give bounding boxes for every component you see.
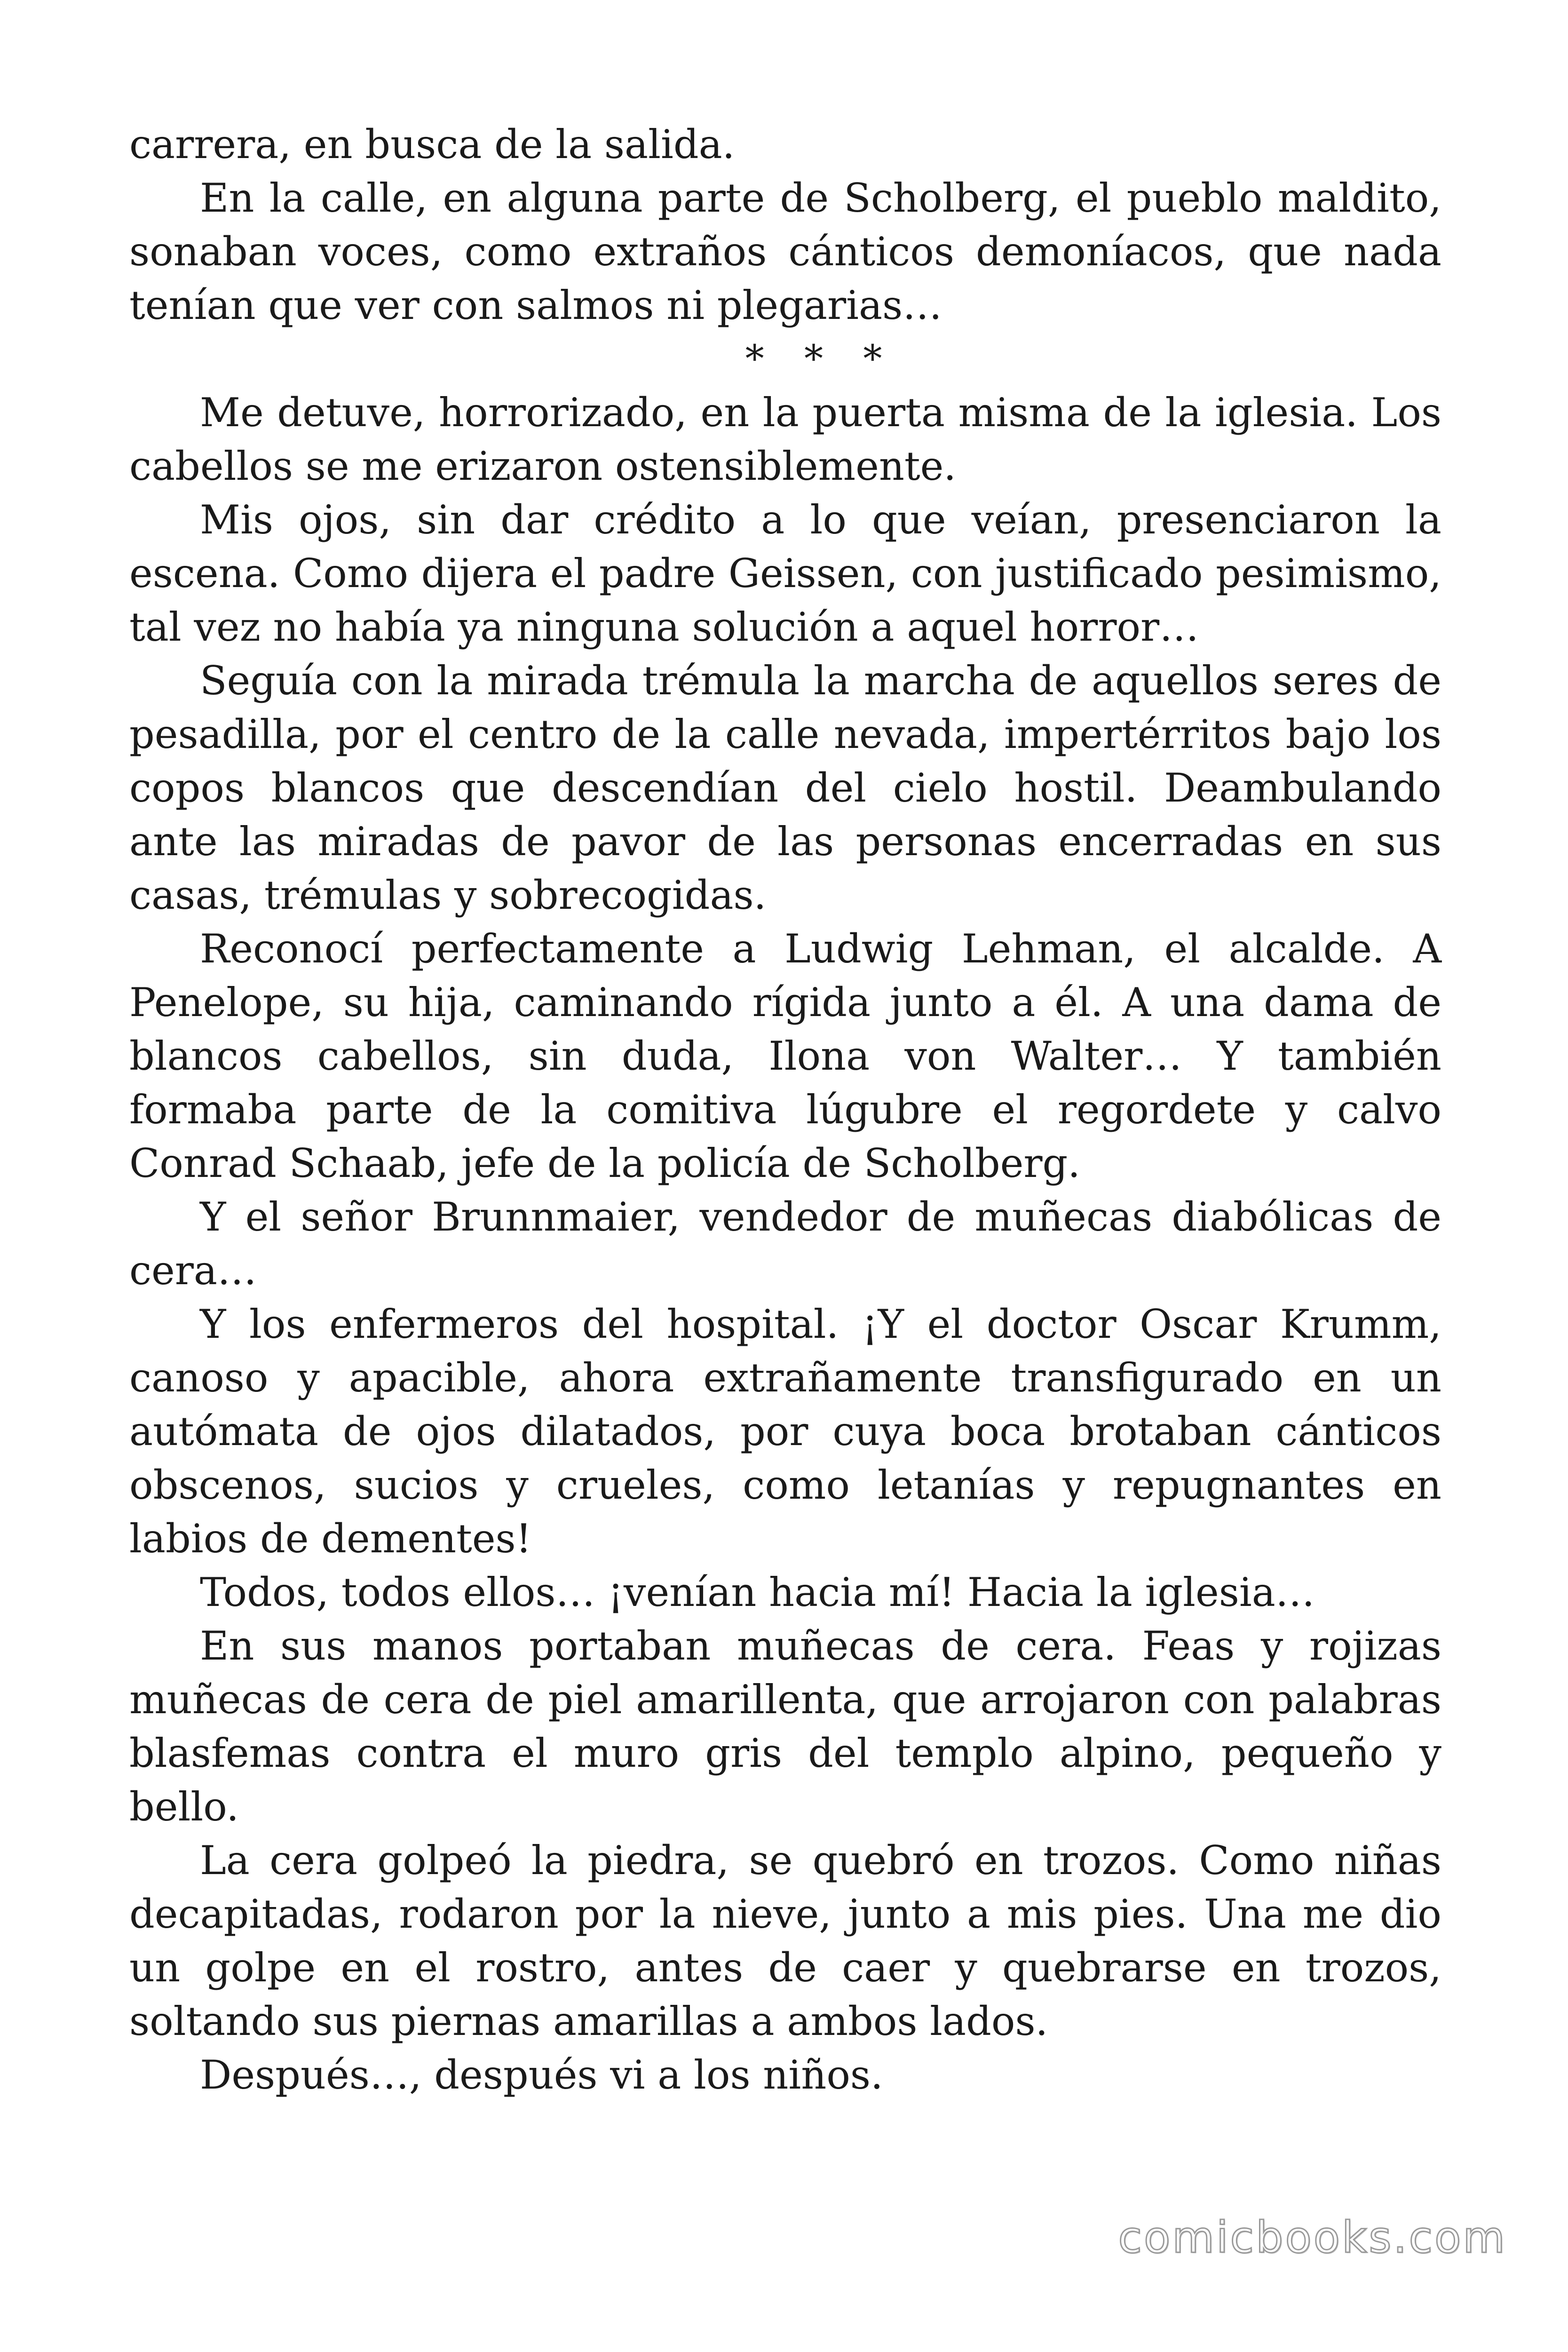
paragraph: Mis ojos, sin dar crédito a lo que veían, presenciaron la escena. Como dijera el padre Geissen, con justificado pesimismo, tal vez no había ya ninguna solución a aquel horror… [129, 497, 1441, 650]
paragraph: En la calle, en alguna parte de Scholberg, el pueblo maldito, sonaban voces, como extraños cánticos demoníacos, que nada tenían que ver con salmos ni plegarias… [129, 175, 1441, 328]
paragraph: Me detuve, horrorizado, en la puerta misma de la iglesia. Los cabellos se me erizaron ostensiblemente. [129, 389, 1441, 489]
paragraph: Y los enfermeros del hospital. ¡Y el doctor Oscar Krumm, canoso y apacible, ahora extrañamente transfigurado en un autómata de ojos dilatados, por cuya boca brotaban cánticos obscenos, sucios y crueles, como letanías y repugnantes en labios de dementes! [129, 1301, 1441, 1562]
paragraph: carrera, en busca de la salida. [129, 121, 735, 167]
paragraph: La cera golpeó la piedra, se quebró en trozos. Como niñas decapitadas, rodaron por la nieve, junto a mis pies. Una me dio un golpe en el rostro, antes de caer y quebrarse en trozos, soltando sus piernas amarillas a ambos lados. [129, 1837, 1441, 2044]
paragraph: Todos, todos ellos… ¡venían hacia mí! Hacia la iglesia… [200, 1569, 1315, 1615]
paragraph: Reconocí perfectamente a Ludwig Lehman, el alcalde. A Penelope, su hija, caminando rígida junto a él. A una dama de blancos cabellos, sin duda, Ilona von Walter… Y también formaba parte de la comitiva lúgubre el regordete y calvo Conrad Schaab, jefe de la policía de Scholberg. [129, 926, 1441, 1186]
paragraph: En sus manos portaban muñecas de cera. Feas y rojizas muñecas de cera de piel amarillenta, que arrojaron con palabras blasfemas contra el muro gris del templo alpino, pequeño y bello. [129, 1623, 1441, 1830]
watermark: comicbooks.com [1118, 2212, 1507, 2263]
paragraph: Después…, después vi a los niños. [200, 2052, 883, 2098]
paragraph: Y el señor Brunnmaier, vendedor de muñecas diabólicas de cera… [129, 1194, 1441, 1294]
paragraph: Seguía con la mirada trémula la marcha de aquellos seres de pesadilla, por el centro de la calle nevada, impertérritos bajo los copos blancos que descendían del cielo hostil. Deambulando ante las miradas de pavor de las personas encerradas en sus casas, trémulas y sobrecogidas. [129, 658, 1441, 918]
section-separator: * * * [745, 337, 896, 381]
page-body [129, 118, 1441, 2102]
